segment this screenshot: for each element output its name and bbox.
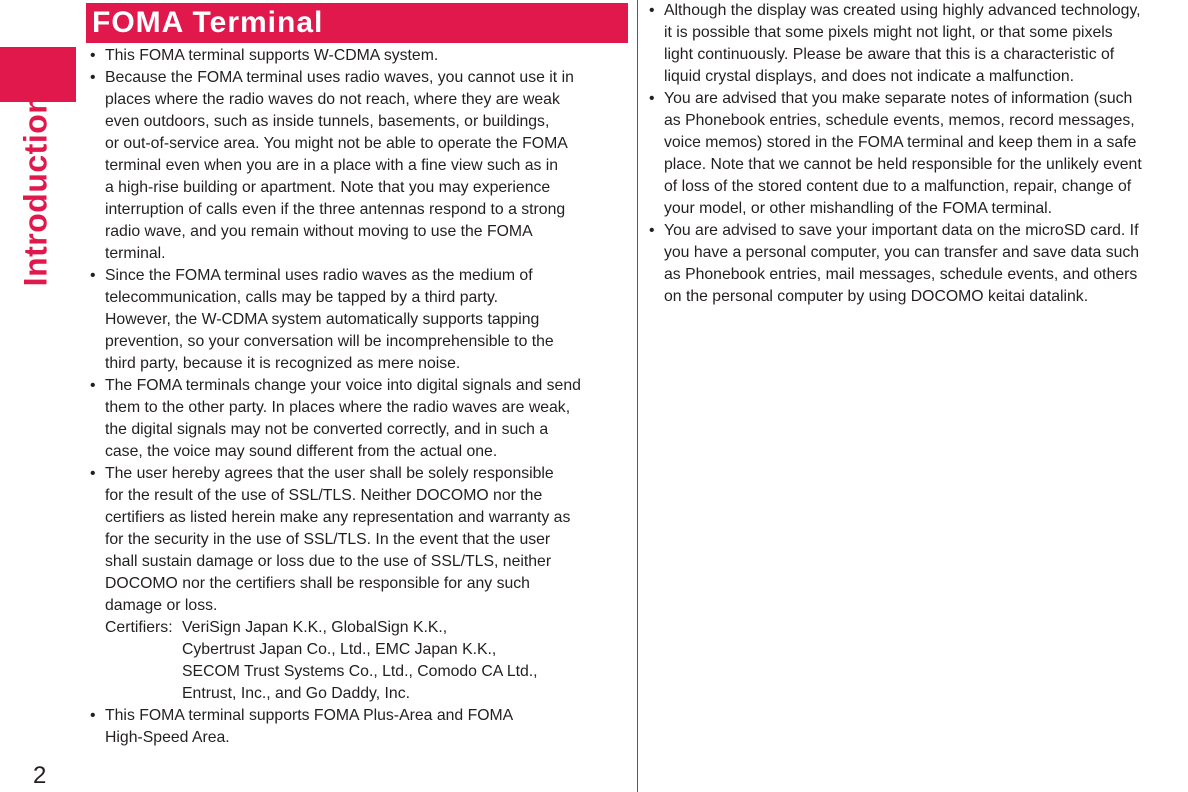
text-line: DOCOMO nor the certifiers shall be responsible for any such: [105, 575, 530, 592]
right-bullet-list: [649, 0, 1188, 308]
text-line: voice memos) stored in the FOMA terminal and keep them in a safe: [664, 134, 1137, 151]
text-line: certifiers as listed herein make any representation and warranty as: [105, 509, 571, 526]
text-line: However, the W-CDMA system automatically supports tapping: [105, 311, 540, 328]
text-line: for the result of the use of SSL/TLS. Neither DOCOMO nor the: [105, 487, 543, 504]
text-line: you have a personal computer, you can transfer and save data such: [664, 244, 1140, 261]
bullet-dot: •: [649, 222, 655, 239]
bullet-text: [105, 463, 630, 705]
page-title: FOMA Terminal: [92, 6, 324, 39]
title-bar: [86, 3, 628, 43]
text-line: of loss of the stored content due to a malfunction, repair, change of: [664, 178, 1132, 195]
text-line: light continuously. Please be aware that this is a characteristic of: [664, 46, 1115, 63]
bullet-text: [105, 67, 630, 265]
text-line: even outdoors, such as inside tunnels, basements, or buildings,: [105, 113, 550, 130]
certifier-line: SECOM Trust Systems Co., Ltd., Comodo CA Ltd.,: [182, 663, 538, 680]
bullet-text: [105, 705, 630, 749]
text-line: Since the FOMA terminal uses radio waves as the medium of: [105, 267, 533, 284]
bullet-text: [105, 265, 630, 375]
text-line: your model, or other mishandling of the FOMA terminal.: [664, 200, 1053, 217]
certifier-line: Cybertrust Japan Co., Ltd., EMC Japan K.K.,: [182, 641, 497, 658]
text-line: High-Speed Area.: [105, 729, 230, 746]
text-line: on the personal computer by using DOCOMO keitai datalink.: [664, 288, 1089, 305]
bullet-item: [90, 705, 630, 749]
bullet-dot: •: [90, 47, 96, 64]
text-line: You are advised to save your important data on the microSD card. If: [664, 222, 1139, 239]
text-line: third party, because it is recognized as mere noise.: [105, 355, 461, 372]
bullet-item: [90, 45, 630, 67]
bullet-dot: •: [90, 707, 96, 724]
text-line: terminal even when you are in a place with a fine view such as in: [105, 157, 559, 174]
text-line: radio wave, and you remain without moving to use the FOMA: [105, 223, 533, 240]
bullet-item: [649, 88, 1188, 220]
text-line: telecommunication, calls may be tapped by a third party.: [105, 289, 499, 306]
left-column: [90, 45, 630, 749]
text-line: You are advised that you make separate notes of information (such: [664, 90, 1133, 107]
certifiers-label: Certifiers:: [105, 619, 173, 636]
certifier-line: VeriSign Japan K.K., GlobalSign K.K.,: [182, 619, 448, 636]
bullet-item: [90, 265, 630, 375]
bullet-text: [664, 88, 1188, 220]
text-line: prevention, so your conversation will be incomprehensible to the: [105, 333, 554, 350]
text-line: as Phonebook entries, mail messages, schedule events, and others: [664, 266, 1138, 283]
text-line: liquid crystal displays, and does not indicate a malfunction.: [664, 68, 1075, 85]
text-line: The FOMA terminals change your voice into digital signals and send: [105, 377, 581, 394]
bullet-dot: •: [90, 267, 96, 284]
bullet-item: [649, 0, 1188, 88]
text-line: The user hereby agrees that the user shall be solely responsible: [105, 465, 554, 482]
text-line: or out-of-service area. You might not be able to operate the FOMA: [105, 135, 568, 152]
bullet-item: [90, 375, 630, 463]
text-line: Although the display was created using highly advanced technology,: [664, 2, 1141, 19]
certifiers-row: [105, 617, 630, 639]
text-line: damage or loss.: [105, 597, 218, 614]
text-line: This FOMA terminal supports FOMA Plus-Area and FOMA: [105, 707, 514, 724]
text-line: for the security in the use of SSL/TLS. In the event that the user: [105, 531, 551, 548]
text-line: place. Note that we cannot be held responsible for the unlikely event: [664, 156, 1142, 173]
text-line: the digital signals may not be converted correctly, and in such a: [105, 421, 549, 438]
text-line: Because the FOMA terminal uses radio waves, you cannot use it in: [105, 69, 574, 86]
bullet-text: [664, 0, 1188, 88]
bullet-dot: •: [90, 377, 96, 394]
column-divider: [637, 0, 638, 792]
bullet-dot: •: [90, 69, 96, 86]
left-bullet-list: [90, 45, 630, 749]
text-line: places where the radio waves do not reach, where they are weak: [105, 91, 560, 108]
text-line: interruption of calls even if the three antennas respond to a strong: [105, 201, 566, 218]
text-line: case, the voice may sound different from the actual one.: [105, 443, 498, 460]
bullet-dot: •: [90, 465, 96, 482]
bullet-text: [105, 45, 630, 67]
text-line: as Phonebook entries, schedule events, memos, record messages,: [664, 112, 1135, 129]
page-number: 2: [33, 762, 47, 789]
text-line: a high-rise building or apartment. Note that you may experience: [105, 179, 551, 196]
bullet-dot: •: [649, 2, 655, 19]
text-line: it is possible that some pixels might not light, or that some pixels: [664, 24, 1113, 41]
section-label: Introduction: [17, 93, 54, 287]
text-line: This FOMA terminal supports W-CDMA system.: [105, 47, 439, 64]
text-line: them to the other party. In places where the radio waves are weak,: [105, 399, 571, 416]
certifier-line: Entrust, Inc., and Go Daddy, Inc.: [182, 685, 410, 702]
right-column: [649, 0, 1188, 308]
bullet-item: [90, 463, 630, 705]
bullet-text: [664, 220, 1188, 308]
text-line: terminal.: [105, 245, 166, 262]
bullet-item: [90, 67, 630, 265]
text-line: shall sustain damage or loss due to the use of SSL/TLS, neither: [105, 553, 552, 570]
bullet-dot: •: [649, 90, 655, 107]
bullet-item: [649, 220, 1188, 308]
bullet-text: [105, 375, 630, 463]
